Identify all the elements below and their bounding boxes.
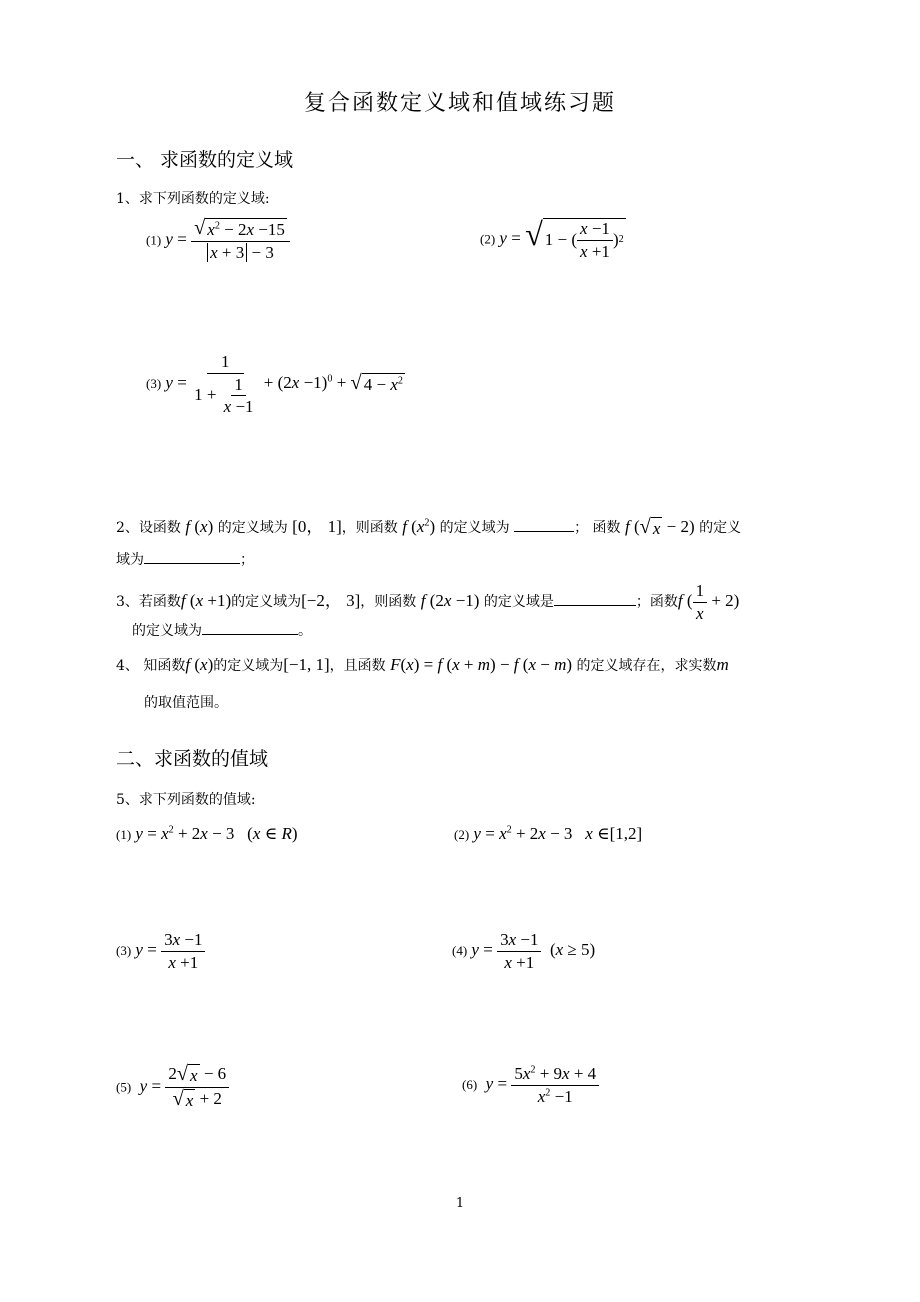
question-1: 1、求下列函数的定义域: — [116, 191, 270, 207]
formula-5-1: (1) $y = x^2 + 2x - 3$ (x ∈ R) — [116, 824, 298, 843]
formula-5-4: (4) y = $\frac{3x -1}{x +1}$ (x ≥ 5) — [452, 930, 596, 972]
question-5: 5、求下列函数的值域: — [116, 792, 256, 808]
item-label: (1) — [116, 827, 132, 842]
item-label: (2) — [480, 231, 496, 247]
formula-1-2: (2) y = √ 1 − ( $\frac{x -1}{x +1}$ ) 2 — [480, 216, 624, 261]
answer-blank[interactable] — [144, 563, 240, 564]
section-heading-domain: 一、 求函数的定义域 — [116, 149, 294, 171]
formula-5-5: (5) y = 2 √ x − 6 √ x + 2 — [116, 1064, 229, 1112]
section-heading-range: 二、求函数的值域 — [116, 748, 269, 770]
item-label: (2) — [454, 827, 470, 842]
question-4: 4、 知函数f (x)的定义域为[−1, 1]，且函数 F(x) = f (x + m) − f (x − m) 的定义域存在，求实数m — [116, 655, 729, 674]
question-4-cont: 的取值范围。 — [144, 695, 228, 711]
formula-5-2: (2) $y = x^2 + 2x - 3$ x ∈[1,2] — [454, 824, 643, 843]
formula-1-1: (1) y = √ $x^2 - 2x -15$ x + 3 − 3 — [146, 218, 290, 263]
question-3-cont: 的定义域为 。 — [132, 623, 312, 639]
item-label: (5) — [116, 1079, 132, 1095]
formula-1-3: (3) y = 1 1 + $\frac{1}{x -1}$ + $(2x -1)^0$ + √ $4 - x^2$ — [146, 352, 403, 417]
item-label: (3) — [116, 942, 132, 958]
formula-5-3: (3) y = $\frac{3x -1}{x +1}$ — [116, 930, 205, 972]
item-label: (4) — [452, 942, 468, 958]
question-2-cont: 域为 ； — [116, 552, 254, 568]
item-label: (3) — [146, 376, 162, 392]
formula-5-6: (6) y = $\frac{5x^2 + 9x + 4}{x^2 -1}$ — [462, 1064, 599, 1106]
answer-blank[interactable] — [514, 531, 574, 532]
item-label: (6) — [462, 1076, 478, 1092]
page-title: 复合函数定义域和值域练习题 — [303, 91, 616, 116]
answer-blank[interactable] — [554, 605, 636, 606]
question-2: 2、设函数 f (x) 的定义域为 [0， 1]，则函数 f $(x^2)$ 的定义域为 ； 函数 f ( √ x − 2) 的定义 — [116, 515, 742, 538]
item-label: (1) — [146, 232, 162, 248]
question-3: 3、若函数f (x +1)的定义域为[−2， 3]，则函数 f (2x −1) 的定义域是 ；函数f ( $\frac{1}{x}$ + 2) — [116, 581, 740, 623]
page-number: 1 — [455, 1196, 465, 1211]
answer-blank[interactable] — [202, 634, 298, 635]
